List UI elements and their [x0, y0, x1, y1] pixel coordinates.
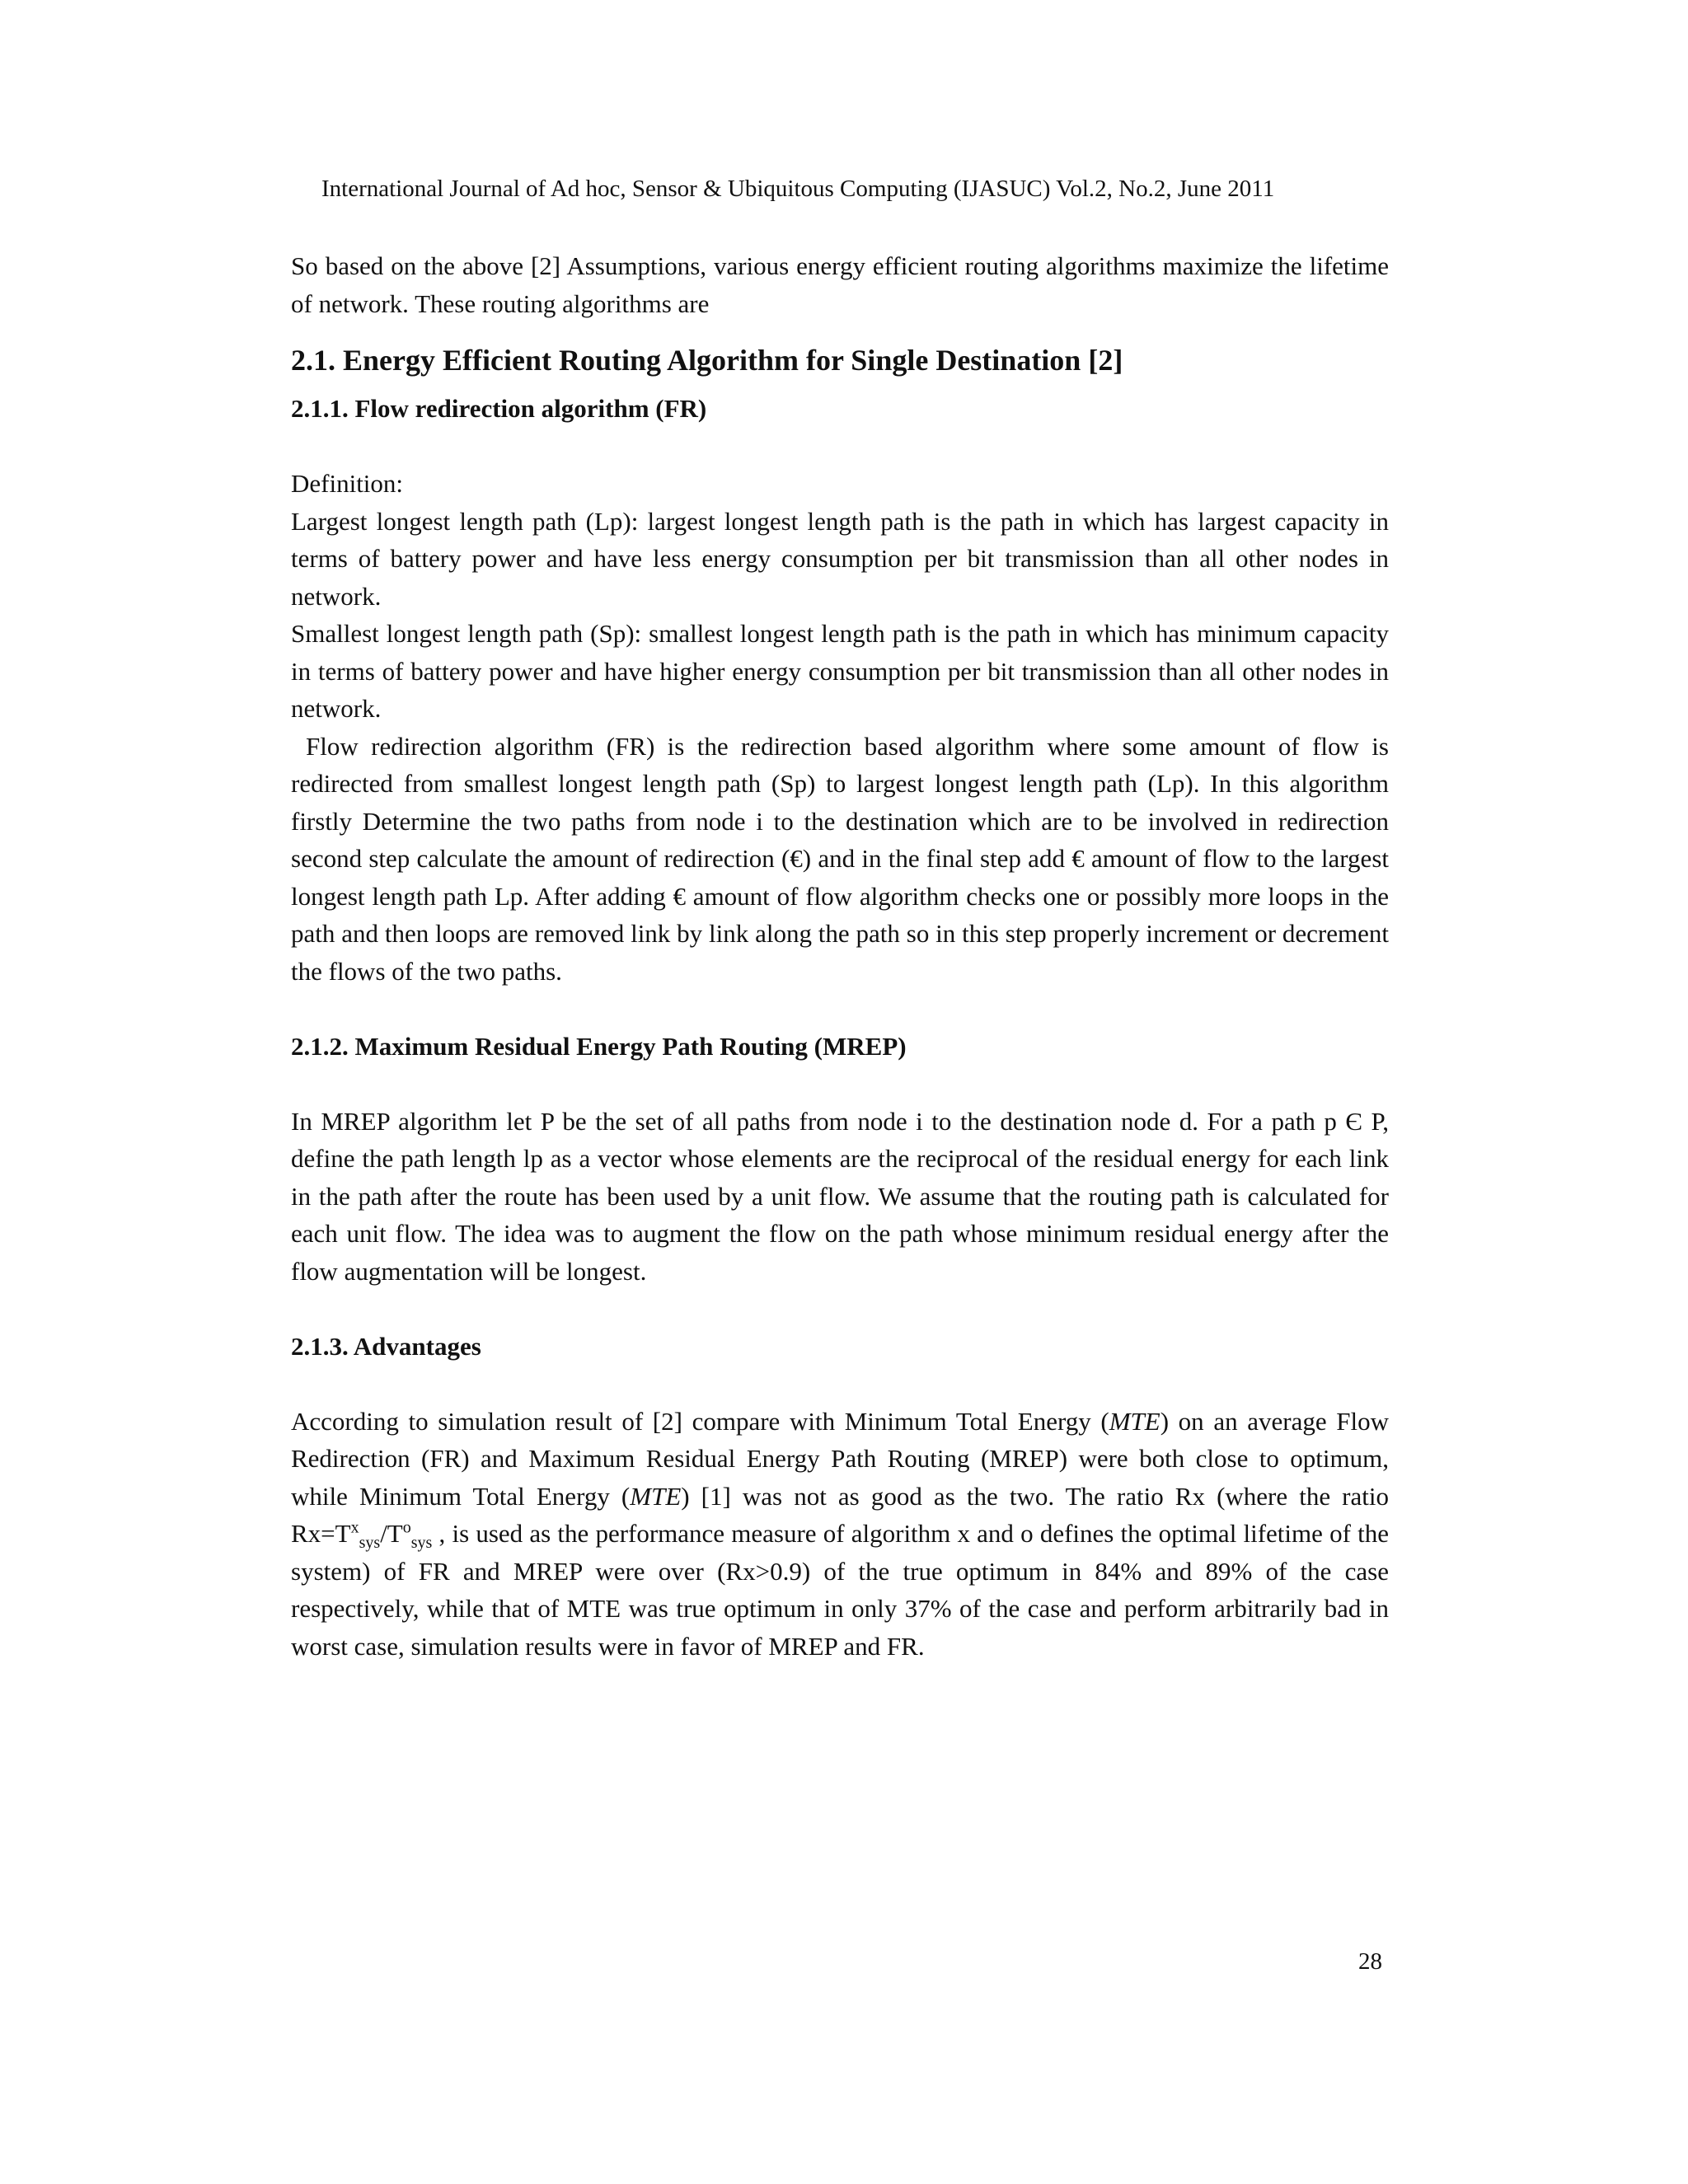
- advantages-paragraph: [291, 1403, 1389, 1666]
- spacer: [291, 990, 1389, 1028]
- mte-abbrev: MTE: [630, 1481, 682, 1511]
- advantages-text-4: , is used as the performance measure of algorithm x and o defines the optimal lifetime of the system) of FR and MREP were over (Rx>0.9) of the true optimum in 84% and 89% of the case respectively, while that of MTE was true optimum in only 37% of the case and perform arbitrarily bad in worst case, simulation results were in favor of MREP and FR.: [291, 1519, 1389, 1661]
- spacer: [291, 1290, 1389, 1328]
- subscript-sys: sys: [410, 1534, 433, 1553]
- mte-abbrev: MTE: [1109, 1406, 1160, 1436]
- advantages-text-1: According to simulation result of [2] compare with Minimum Total Energy (: [291, 1406, 1109, 1436]
- subscript-sys: sys: [359, 1534, 381, 1553]
- section-heading-2-1-1: 2.1.1. Flow redirection algorithm (FR): [291, 394, 707, 423]
- advantages-text-3: ) [1] was not as good as the two. The ratio Rx (where the ratio Rx=T: [291, 1481, 1389, 1548]
- definition-label: Definition:: [291, 469, 404, 498]
- ratio-slash-t: /T: [380, 1519, 403, 1548]
- section-heading-2-1: 2.1. Energy Efficient Routing Algorithm for Single Destination [2]: [291, 344, 1123, 377]
- fr-body-paragraph: Flow redirection algorithm (FR) is the redirection based algorithm where some amount of flow is redirected from smallest longest length path (Sp) to largest longest length path (Lp). In this algorithm firstly Determine the two paths from node i to the destination which are to be involved in redirection second step calculate the amount of redirection (€) and in the final step add € amount of flow to the largest longest length path Lp. After adding € amount of flow algorithm checks one or possibly more loops in the path and then loops are removed link by link along the path so in this step properly increment or decrement the flows of the two paths.: [291, 731, 1389, 986]
- spacer: [291, 1365, 1389, 1403]
- page-number: 28: [1358, 1948, 1382, 1975]
- lp-definition-paragraph: Largest longest length path (Lp): largest longest length path is the path in which has largest capacity in terms of battery power and have less energy consumption per bit transmission than all other nodes in network.: [291, 506, 1389, 611]
- spacer: [291, 1065, 1389, 1103]
- page-content: [291, 247, 1389, 1665]
- superscript-o: o: [402, 1518, 411, 1537]
- advantages-text-2: ) on an average Flow Redirection (FR) and Maximum Residual Energy Path Routing (MREP) were both close to optimum, while Minimum Total Energy (: [291, 1406, 1389, 1511]
- mrep-body-paragraph: In MREP algorithm let P be the set of all paths from node i to the destination node d. For a path p Є P, define the path length lp as a vector whose elements are the reciprocal of the residual energy for each link in the path after the route has been used by a unit flow. We assume that the routing path is calculated for each unit flow. The idea was to augment the flow on the path whose minimum residual energy after the flow augmentation will be longest.: [291, 1106, 1389, 1286]
- section-heading-2-1-3: 2.1.3. Advantages: [291, 1331, 481, 1361]
- section-heading-2-1-2: 2.1.2. Maximum Residual Energy Path Routing (MREP): [291, 1031, 907, 1061]
- running-header: International Journal of Ad hoc, Sensor & Ubiquitous Computing (IJASUC) Vol.2, No.2, June 2011: [321, 176, 1275, 202]
- sp-definition-paragraph: Smallest longest length path (Sp): smallest longest length path is the path in which has minimum capacity in terms of battery power and have higher energy consumption per bit transmission than all other nodes in network.: [291, 619, 1389, 723]
- intro-paragraph: So based on the above [2] Assumptions, various energy efficient routing algorithms maximize the lifetime of network. These routing algorithms are: [291, 251, 1389, 318]
- superscript-x: x: [350, 1518, 359, 1537]
- spacer: [291, 428, 1389, 466]
